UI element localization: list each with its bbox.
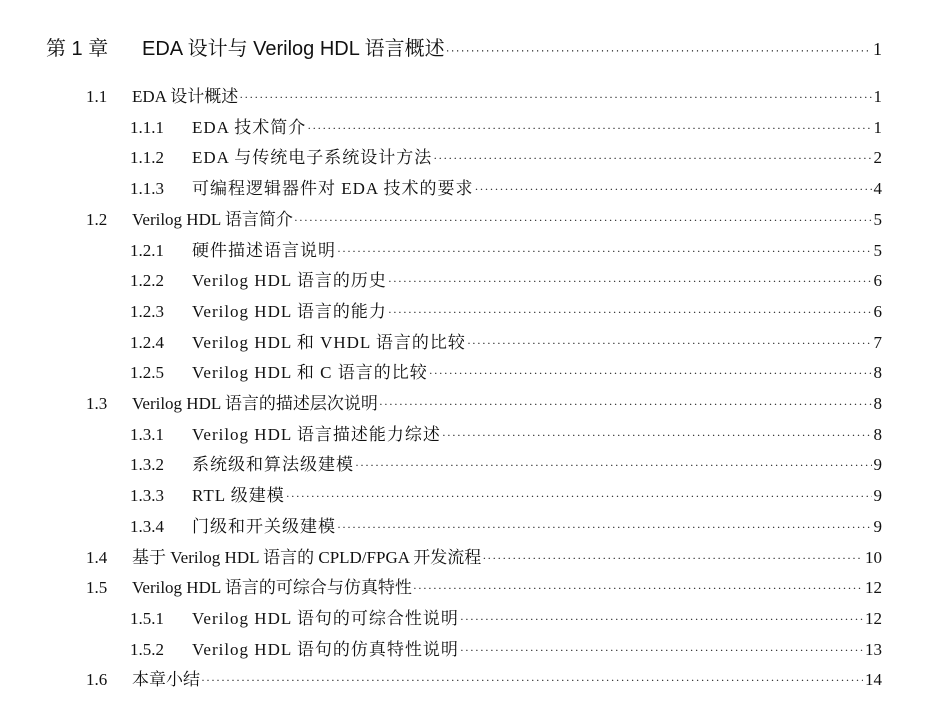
entry-page-number: 10: [865, 547, 882, 567]
entry-title: Verilog HDL 语言的历史: [192, 271, 387, 291]
entry-page-number: 12: [865, 578, 882, 598]
chapter-page-number: 1: [873, 39, 882, 59]
entry-page-number: 13: [865, 639, 882, 659]
dot-leader: [413, 573, 863, 603]
entry-number: 1.3.3: [130, 486, 164, 506]
dot-leader: [388, 266, 872, 296]
entry-number: 1.2.5: [130, 363, 164, 383]
entry-page-number: 6: [873, 301, 882, 321]
dot-leader: [294, 205, 872, 235]
entry-page-number: 4: [873, 179, 882, 199]
entry-page-number: 8: [873, 363, 882, 383]
entry-number: 1.1.1: [130, 117, 164, 137]
dot-leader: [433, 143, 871, 173]
toc-subsection-entry[interactable]: [130, 236, 882, 266]
entry-number: 1.2.1: [130, 240, 164, 260]
dot-leader: [337, 512, 872, 542]
entry-page-number: 5: [873, 240, 882, 260]
entry-number: 1.2.2: [130, 271, 164, 291]
entry-page-number: 9: [873, 516, 882, 536]
entry-title: Verilog HDL 语言描述能力综述: [192, 424, 441, 444]
toc-section-entry[interactable]: [86, 205, 882, 235]
toc-section-entry[interactable]: [86, 543, 882, 573]
entry-page-number: 8: [873, 424, 882, 444]
entry-title: 本章小结: [132, 670, 200, 690]
toc-subsection-entry[interactable]: [130, 481, 882, 511]
entry-number: 1.5.1: [130, 608, 164, 628]
dot-leader: [482, 543, 863, 573]
entry-title: Verilog HDL 语言的描述层次说明: [132, 394, 378, 413]
entry-page-number: 1: [873, 87, 882, 106]
dot-leader: [442, 420, 872, 450]
dot-leader: [460, 604, 863, 634]
toc-subsection-entry[interactable]: [130, 635, 882, 665]
dot-leader: [286, 481, 872, 511]
dot-leader: [379, 389, 872, 419]
toc-subsection-entry[interactable]: [130, 512, 882, 542]
entry-title: 基于 Verilog HDL 语言的 CPLD/FPGA 开发流程: [132, 547, 482, 567]
entry-number: 1.6: [86, 670, 108, 690]
entry-title: Verilog HDL 和 C 语言的比较: [192, 363, 428, 383]
entry-number: 1.2.3: [130, 301, 164, 321]
entry-title: EDA 设计概述: [132, 87, 239, 106]
entry-page-number: 1: [873, 117, 882, 137]
dot-leader: [429, 358, 872, 388]
toc-subsection-entry[interactable]: [130, 604, 882, 634]
dot-leader: [388, 297, 872, 327]
entry-title: Verilog HDL 和 VHDL 语言的比较: [192, 332, 466, 352]
toc-section-entry[interactable]: [86, 389, 882, 419]
entry-number: 1.2: [86, 209, 108, 229]
entry-number: 1.5.2: [130, 639, 164, 659]
entry-title: 可编程逻辑器件对 EDA 技术的要求: [192, 179, 474, 199]
chapter-title: EDA 设计与 Verilog HDL 语言概述: [142, 38, 445, 60]
entry-title: EDA 与传统电子系统设计方法: [192, 148, 433, 168]
dot-leader: [355, 450, 872, 480]
entry-page-number: 7: [873, 332, 882, 352]
entry-page-number: 2: [873, 148, 882, 168]
toc-subsection-entry[interactable]: [130, 174, 882, 204]
entry-page-number: 14: [865, 670, 882, 690]
chapter-number: 第 1 章: [46, 38, 109, 60]
dot-leader: [239, 82, 871, 112]
entry-title: Verilog HDL 语言的能力: [192, 301, 387, 321]
toc-section-entry[interactable]: [86, 665, 882, 695]
dot-leader: [475, 174, 872, 204]
toc-subsection-entry[interactable]: [130, 328, 882, 358]
entry-page-number: 6: [873, 271, 882, 291]
entry-title: RTL 级建模: [192, 486, 285, 506]
entry-title: 系统级和算法级建模: [192, 455, 354, 475]
toc-subsection-entry[interactable]: [130, 420, 882, 450]
entry-number: 1.3: [86, 394, 108, 413]
entry-number: 1.3.1: [130, 424, 164, 444]
toc-section-entry[interactable]: [86, 573, 882, 603]
entry-page-number: 9: [873, 455, 882, 475]
entry-number: 1.2.4: [130, 332, 164, 352]
dot-leader: [337, 236, 872, 266]
dot-leader: [460, 635, 863, 665]
dot-leader: [307, 113, 871, 143]
entry-number: 1.3.2: [130, 455, 164, 475]
entry-title: Verilog HDL 语句的可综合性说明: [192, 608, 459, 628]
chapter-heading[interactable]: [46, 34, 882, 64]
toc-subsection-entry[interactable]: [130, 266, 882, 296]
toc-subsection-entry[interactable]: [130, 450, 882, 480]
dot-leader: [201, 665, 863, 695]
dot-leader: [446, 35, 871, 65]
toc-subsection-entry[interactable]: [130, 143, 882, 173]
entry-title: Verilog HDL 语言的可综合与仿真特性: [132, 578, 412, 598]
dot-leader: [467, 328, 872, 358]
entry-page-number: 12: [865, 608, 882, 628]
entry-page-number: 5: [873, 209, 882, 229]
entry-title: Verilog HDL 语句的仿真特性说明: [192, 639, 459, 659]
toc-subsection-entry[interactable]: [130, 297, 882, 327]
entry-number: 1.4: [86, 547, 108, 567]
entry-title: EDA 技术简介: [192, 117, 307, 137]
toc-subsection-entry[interactable]: [130, 358, 882, 388]
entry-number: 1.1.2: [130, 148, 164, 168]
toc-section-entry[interactable]: [86, 82, 882, 112]
entry-number: 1.5: [86, 578, 108, 598]
entry-page-number: 9: [873, 486, 882, 506]
entry-page-number: 8: [873, 394, 882, 413]
entry-number: 1.1: [86, 87, 108, 106]
entry-title: 硬件描述语言说明: [192, 240, 336, 260]
entry-number: 1.3.4: [130, 516, 164, 536]
entry-title: Verilog HDL 语言简介: [132, 209, 293, 229]
entry-number: 1.1.3: [130, 179, 164, 199]
toc-subsection-entry[interactable]: [130, 113, 882, 143]
entry-title: 门级和开关级建模: [192, 516, 336, 536]
